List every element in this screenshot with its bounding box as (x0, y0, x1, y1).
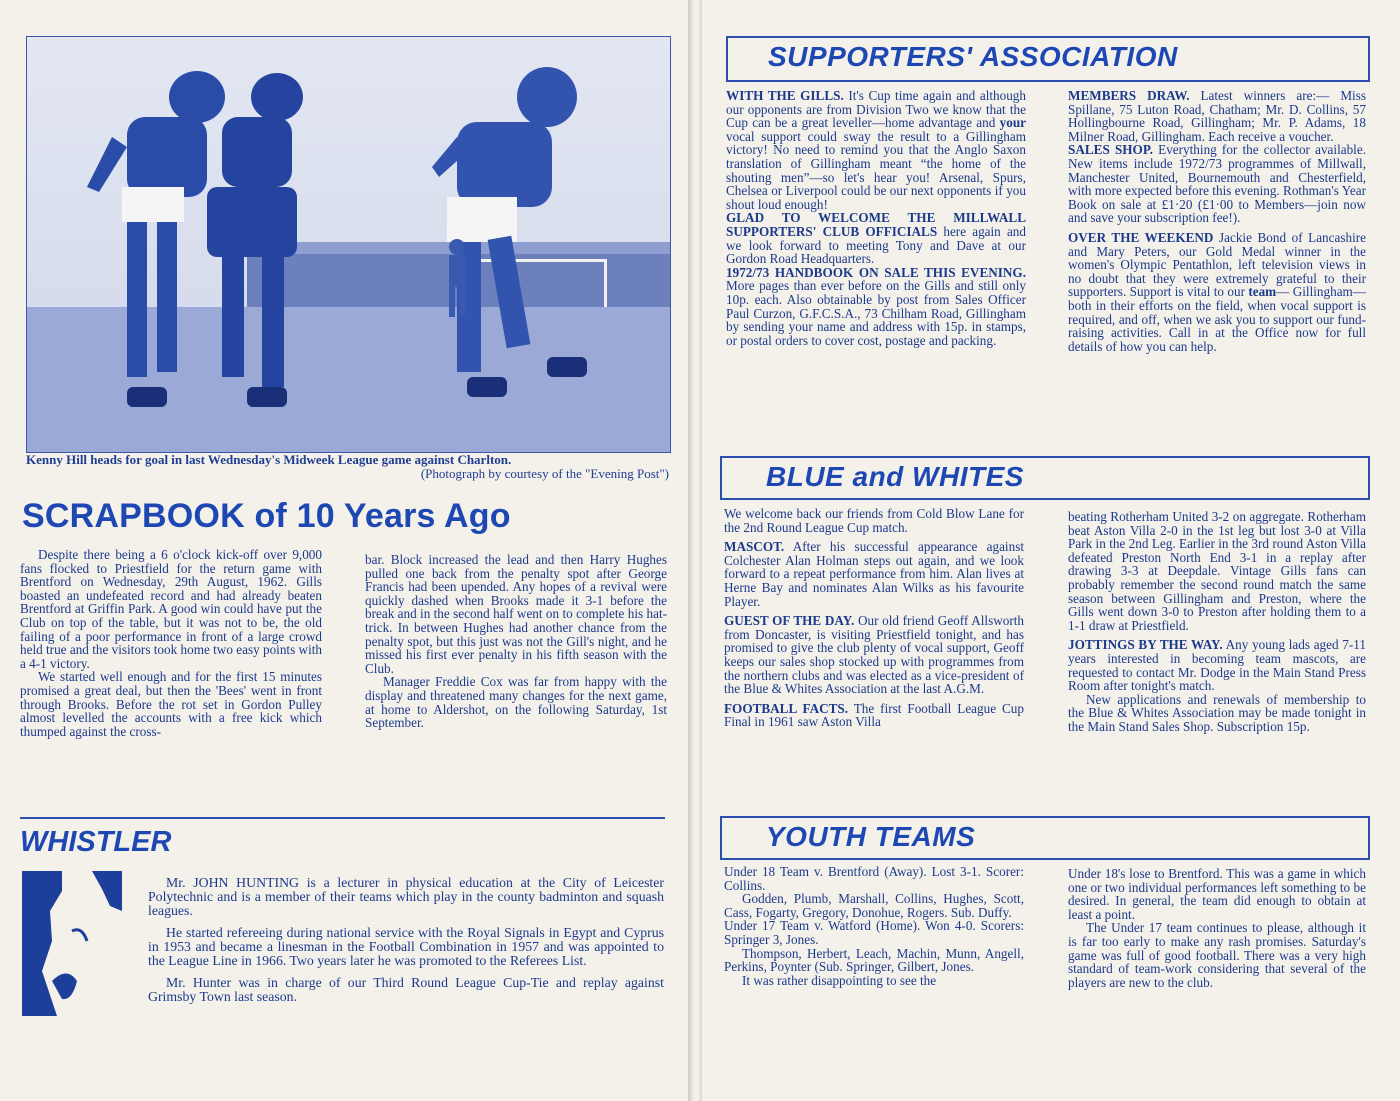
referee-portrait (22, 871, 122, 1016)
youth-teams-heading-box (720, 816, 1370, 860)
youth-teams-item: Under 18's lose to Brentford. This was a game in which one or two individual performances left something to be desired. In general, the team did enough to obtain at least a point. (1068, 866, 1366, 922)
supporters-item: MEMBERS DRAW. Latest winners are:— Miss Spillane, 75 Luton Road, Chatham; Mr. D. Collins, 57 Hollingbourne Road, Gillingham; Mr. P. Adams, 18 Milner Road, Gillingham. Each receive a voucher. (1068, 88, 1366, 144)
whistler-title: WHISTLER (20, 826, 172, 858)
photo-caption (26, 453, 669, 481)
caption-credit: (Photograph by courtesy of the "Evening Post") (420, 466, 669, 481)
blue-whites-item: beating Rotherham United 3-2 on aggregate. Rotherham beat Aston Villa 2-0 in the 1st leg but lost 3-0 at Villa Park in the 2nd Leg. Earlier in the 3rd round Aston Villa defeated Preston North End 3-1 in a replay after drawing 3-3 at Deepdale. Vintage Gills fans can probably remember the second round match the same season between Gillingham and Preston, where the Gills went down 3-0 to Preston after holding them to a 1-1 draw at Priestfield. (1068, 509, 1366, 633)
youth-teams-column-2 (1068, 867, 1366, 989)
blue-whites-column-1 (724, 507, 1024, 729)
blue-whites-title: BLUE and WHITES (766, 461, 1024, 492)
youth-teams-item: It was rather disappointing to see the (742, 972, 937, 988)
supporters-heading-box (726, 36, 1370, 82)
blue-whites-heading-box (720, 456, 1370, 500)
scrapbook-column-1 (20, 548, 322, 738)
scrapbook-paragraph: Despite there being a 6 o'clock kick-off over 9,000 fans flocked to Priestfield for the return game with Brentford on Wednesday, 29th August, 1962. Gills boasted an undefeated record and had already beaten Brentford at Griffin Park. A good win could have put the Club on top of the table, but it was not to be, the old failing of a poor performance in front of a large crowd held true and the visitors took home two easy points with a 4-1 victory. (20, 547, 322, 671)
scrapbook-paragraph: bar. Block increased the lead and then Harry Hughes pulled one back from the penalty spot after George Francis had been upended. Any hopes of a revival were quickly dashed when Brooks made it 3-1 before the break and in the second half went on to complete his hat-trick. In between Hughes had another chance from the penalty spot, but this just was not the Gill's night, and he missed his first ever penalty in his fifth season with the Club. (365, 552, 667, 676)
scrapbook-paragraph: We started well enough and for the first 15 minutes promised a great deal, but then the 'Bees' went in front through Brooks. Before the rot set in Gordon Pulley almost levelled the accounts with a free kick which thumped against the cross- (20, 669, 322, 739)
youth-teams-column-1 (724, 865, 1024, 987)
whistler-paragraph: Mr. JOHN HUNTING is a lecturer in physical education at the City of Leicester Polytechnic and is a member of their teams which play in the county badminton and squash leagues. (148, 875, 664, 918)
supporters-title: SUPPORTERS' ASSOCIATION (768, 41, 1178, 72)
youth-teams-item: The Under 17 team continues to please, although it is far too early to make any rash promises. Saturday's game was full of good football. There was a very high standard of team-work considering that several of the players are new to the club. (1068, 920, 1366, 990)
youth-teams-item: Under 17 Team v. Watford (Home). Won 4-0. Scorers: Springer 3, Jones. (724, 918, 1024, 947)
blue-whites-item: GUEST OF THE DAY. Our old friend Geoff Allsworth from Doncaster, is visiting Priestfield tonight, and has promised to give the club plenty of vocal support, Geoff keeps our sales shop stocked up with programmes from the northern clubs and was elected as a vice-president of the Blue & Whites Association at the last A.G.M. (724, 613, 1024, 697)
blue-whites-column-2 (1068, 510, 1366, 734)
youth-teams-item: Under 18 Team v. Brentford (Away). Lost 3-1. Scorer: Collins. (724, 864, 1024, 893)
youth-teams-item: Godden, Plumb, Marshall, Collins, Hughes, Scott, Cass, Fogarty, Gregory, Donohue, Rogers. Sub. Duffy. (724, 891, 1024, 920)
blue-whites-item: New applications and renewals of membership to the Blue & Whites Association may be made tonight in the Main Stand Sales Shop. Subscription 15p. (1068, 691, 1366, 734)
supporters-column-1 (726, 89, 1026, 347)
scrapbook-title: SCRAPBOOK of 10 Years Ago (22, 497, 511, 535)
blue-whites-item: JOTTINGS BY THE WAY. Any young lads aged 7-11 years interested in becoming team mascots, are requested to contact Mr. Dodge in the Main Stand Press Room after tonight's match. (1068, 637, 1366, 694)
youth-teams-item: Thompson, Herbert, Leach, Machin, Munn, Angell, Perkins, Poynter (Sub. Springer, Gilbert, Jones. (724, 945, 1024, 975)
blue-whites-item: MASCOT. After his successful appearance against Colchester Alan Holman steps out again, and we look forward to a repeat performance from him. Alan lives at Herne Bay and nominates Alan Wilks as his favourite Player. (724, 539, 1024, 609)
whistler-paragraph: Mr. Hunter was in charge of our Third Round League Cup-Tie and replay against Grimsby Town last season. (148, 975, 664, 1004)
blue-whites-item: FOOTBALL FACTS. The first Football League Cup Final in 1961 saw Aston Villa (724, 700, 1024, 730)
blue-whites-item: We welcome back our friends from Cold Blow Lane for the 2nd Round League Cup match. (724, 506, 1024, 535)
supporters-item: WITH THE GILLS. It's Cup time again and although our opponents are from Division Two we know that the Cup can be a great leveller—home advantage and your vocal support could sway the result to a Gillingham victory! No need to remind you that the Anglo Saxon translation of Gillingham meant “the home of the shouting men”—so let's hear you! Arsenal, Spurs, Chelsea or Liverpool could be our next opponents if you shout loud enough! (726, 88, 1026, 212)
supporters-item: GLAD TO WELCOME THE MILLWALL SUPPORTERS' CLUB OFFICIALS here again and we look forward to meeting Tony and Dave at our Gordon Road Headquarters. (726, 210, 1026, 267)
supporters-item: SALES SHOP. Everything for the collector available. New items include 1972/73 programmes of Millwall, Manchester United, Bournemouth and Chesterfield, with more expected before this evening. Rothman's Year Book on sale at £1·20 (£1·00 to Members—join now and save your subscription fee!). (1068, 142, 1366, 226)
section-divider (20, 817, 665, 819)
whistler-text (148, 876, 664, 1004)
supporters-item: OVER THE WEEKEND Jackie Bond of Lancashire and Mary Peters, our Gold Medal winner in the women's Olympic Pentathlon, left television views in no doubt that they were extremely grateful to their supporters. Support is vital to our team— Gillingham—both in their efforts on the field, when vocal support is required, and off, when we ask you to support our fund-raising activities. Call in at the Office now for full details of how you can help. (1068, 229, 1366, 354)
caption-text: Kenny Hill heads for goal in last Wednesday's Midweek League game against Charlton. (26, 452, 512, 467)
match-photo (26, 36, 671, 453)
supporters-column-2 (1068, 89, 1366, 353)
football-header-illustration (27, 37, 670, 452)
supporters-item: 1972/73 HANDBOOK ON SALE THIS EVENING. More pages than ever before on the Gills and still only 10p. each. Also obtainable by post from Sales Officer Paul Curzon, G.F.C.S.A., 73 Chilham Road, Gillingham by sending your name and address with 15p. in stamps, or postal orders to cover cost, postage and packing. (726, 264, 1026, 348)
scrapbook-column-2 (365, 553, 667, 730)
referee-portrait-drawing (22, 871, 122, 1016)
scrapbook-paragraph: Manager Freddie Cox was far from happy with the display and threatened many changes for the next game, at home to Aldershot, on the following Saturday, 1st September. (365, 674, 667, 731)
youth-teams-title: YOUTH TEAMS (766, 821, 976, 852)
whistler-paragraph: He started refereeing during national service with the Royal Signals in Egypt and Cyprus in 1953 and became a linesman in the Football Combination in 1957 and was appointed to the League Line in 1966. Two years later he was promoted to the Referees List. (148, 925, 664, 968)
